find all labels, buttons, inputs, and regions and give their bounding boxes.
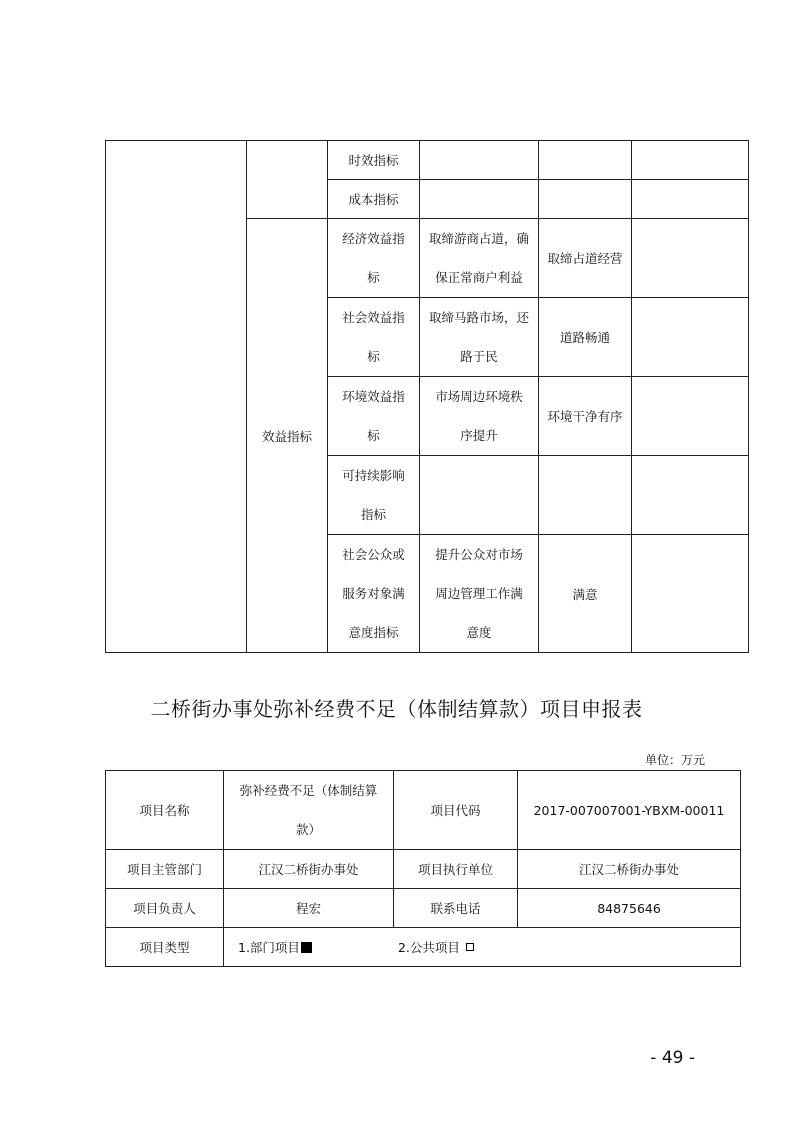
project-name-line: 款）: [295, 822, 321, 837]
form-title: 二桥街办事处弥补经费不足（体制结算款）项目申报表: [150, 697, 643, 721]
unchecked-box-icon: [466, 943, 474, 951]
leader-label: 项目负责人: [106, 889, 224, 928]
project-name-line: 弥补经费不足（体制结算: [239, 783, 378, 798]
project-code-value: 2017-007007001-YBXM-00011: [518, 771, 741, 850]
content-cell: [420, 180, 539, 219]
content-line: 周边管理工作满: [435, 586, 523, 601]
content-line: 路于民: [460, 349, 498, 364]
indicator-line: 社会公众或: [342, 547, 405, 562]
target-cell: 环境干净有序: [539, 377, 632, 456]
indicator-cell: [328, 298, 420, 377]
empty-category-cell: [247, 141, 328, 219]
leader-value: 程宏: [224, 889, 394, 928]
content-cell: [420, 456, 539, 535]
indicator-line: 环境效益指: [342, 389, 405, 404]
content-line: 取缔马路市场，还: [428, 310, 529, 325]
project-type-label: 项目类型: [106, 928, 224, 967]
indicator-line: 社会效益指: [342, 310, 405, 325]
indicator-cell: [328, 219, 420, 298]
exec-unit-value: 江汉二桥街办事处: [518, 850, 741, 889]
indicator-cell: [328, 456, 420, 535]
extra-cell: [632, 180, 749, 219]
target-cell: 取缔占道经营: [539, 219, 632, 298]
project-info-table: [105, 770, 741, 967]
target-cell: [539, 180, 632, 219]
target-cell: 满意: [539, 535, 632, 653]
target-cell: [539, 456, 632, 535]
indicator-line: 可持续影响: [342, 468, 405, 483]
performance-indicator-table: [105, 140, 749, 653]
table-row: [106, 771, 741, 850]
page-number: - 49 -: [650, 1048, 695, 1068]
target-cell: 道路畅通: [539, 298, 632, 377]
extra-cell: [632, 298, 749, 377]
indicator-line: 经济效益指: [342, 231, 405, 246]
content-line: 取缔游商占道，确: [428, 231, 529, 246]
indicator-line: 意度指标: [348, 625, 399, 640]
extra-cell: [632, 219, 749, 298]
project-name-value: [224, 771, 394, 850]
project-name-label: 项目名称: [106, 771, 224, 850]
indicator-line: 标: [367, 349, 380, 364]
phone-label: 联系电话: [394, 889, 518, 928]
content-line: 保正常商户利益: [435, 270, 523, 285]
dept-label: 项目主管部门: [106, 850, 224, 889]
empty-left-cell: [106, 141, 247, 653]
indicator-line: 标: [367, 428, 380, 443]
table-row: [106, 889, 741, 928]
content-cell: [420, 535, 539, 653]
content-line: 意度: [466, 625, 492, 640]
table-row: [106, 928, 741, 967]
content-line: 市场周边环境秩: [435, 389, 523, 404]
project-code-label: 项目代码: [394, 771, 518, 850]
exec-unit-label: 项目执行单位: [394, 850, 518, 889]
dept-value: 江汉二桥街办事处: [224, 850, 394, 889]
indicator-cell: [328, 377, 420, 456]
extra-cell: [632, 535, 749, 653]
category-cell: 效益指标: [247, 219, 328, 653]
indicator-cell: 时效指标: [328, 141, 420, 180]
checked-box-icon: [301, 942, 312, 953]
table-row: [106, 850, 741, 889]
extra-cell: [632, 141, 749, 180]
content-cell: [420, 377, 539, 456]
indicator-cell: 成本指标: [328, 180, 420, 219]
phone-value: 84875646: [518, 889, 741, 928]
content-line: 提升公众对市场: [435, 547, 523, 562]
content-line: 序提升: [460, 428, 498, 443]
target-cell: [539, 141, 632, 180]
indicator-cell: [328, 535, 420, 653]
content-cell: [420, 141, 539, 180]
type-option-department: [238, 938, 312, 956]
type-option-public: [398, 938, 474, 956]
indicator-line: 标: [367, 270, 380, 285]
type-option-label: 2.公共项目: [397, 940, 460, 955]
content-cell: [420, 298, 539, 377]
table-row: [106, 141, 749, 180]
unit-label: 单位：万元: [644, 753, 705, 767]
extra-cell: [632, 377, 749, 456]
content-cell: [420, 219, 539, 298]
type-option-label: 1.部门项目: [238, 940, 300, 955]
extra-cell: [632, 456, 749, 535]
indicator-line: 指标: [360, 507, 386, 522]
project-type-options: [224, 928, 741, 967]
indicator-line: 服务对象满: [342, 586, 405, 601]
